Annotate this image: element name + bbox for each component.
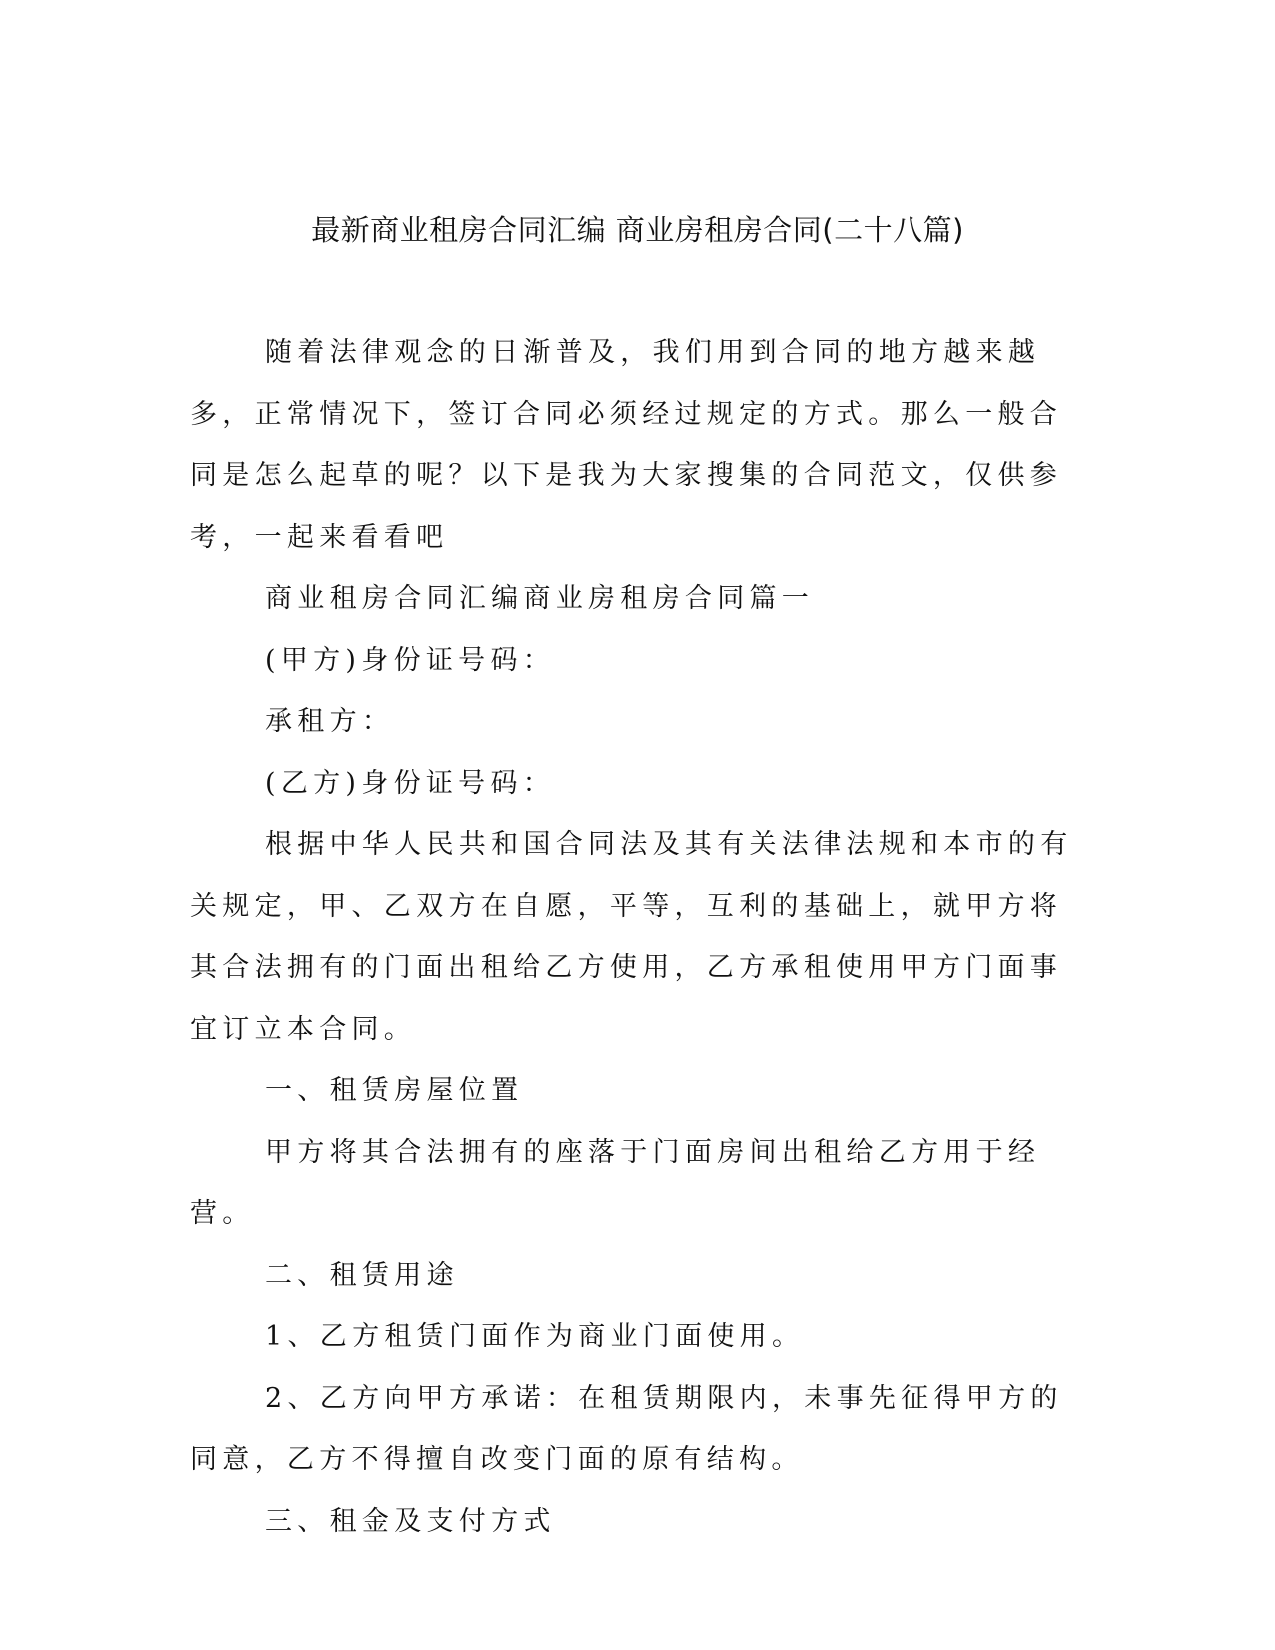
clause-heading-rent: 三、租金及支付方式 [265,1505,556,1537]
clause-usage-item-1: 1、乙方租赁门面作为商业门面使用。 [265,1321,805,1352]
party-b-id-line: (乙方)身份证号码： [265,767,556,799]
lessee-line: 承租方： [265,706,395,737]
intro-paragraph: 随着法律观念的日渐普及，我们用到合同的地方越来越多，正常情况下，签订合同必须经过规定的方式。那么一般合同是怎么起草的呢？以下是我为大家搜集的合同范文，仅供参考，一起来看看吧 [190,337,1063,553]
clause-heading-location: 一、租赁房屋位置 [265,1075,524,1106]
party-a-id-line: (甲方)身份证号码： [265,644,556,676]
clause-usage-item-2: 2、乙方向甲方承诺：在租赁期限内，未事先征得甲方的同意，乙方不得擅自改变门面的原有结构。 [190,1382,1063,1475]
document-body [190,322,1080,1552]
preamble-paragraph: 根据中华人民共和国合同法及其有关法律法规和本市的有关规定，甲、乙双方在自愿，平等，互利的基础上，就甲方将其合法拥有的门面出租给乙方使用，乙方承租使用甲方门面事宜订立本合同。 [190,829,1073,1045]
section-heading: 商业租房合同汇编商业房租房合同篇一 [265,583,815,614]
document-title: 最新商业租房合同汇编 商业房租房合同(二十八篇) [311,213,964,247]
clause-location-text: 甲方将其合法拥有的座落于门面房间出租给乙方用于经营。 [190,1136,1041,1229]
clause-heading-usage: 二、租赁用途 [265,1259,459,1291]
